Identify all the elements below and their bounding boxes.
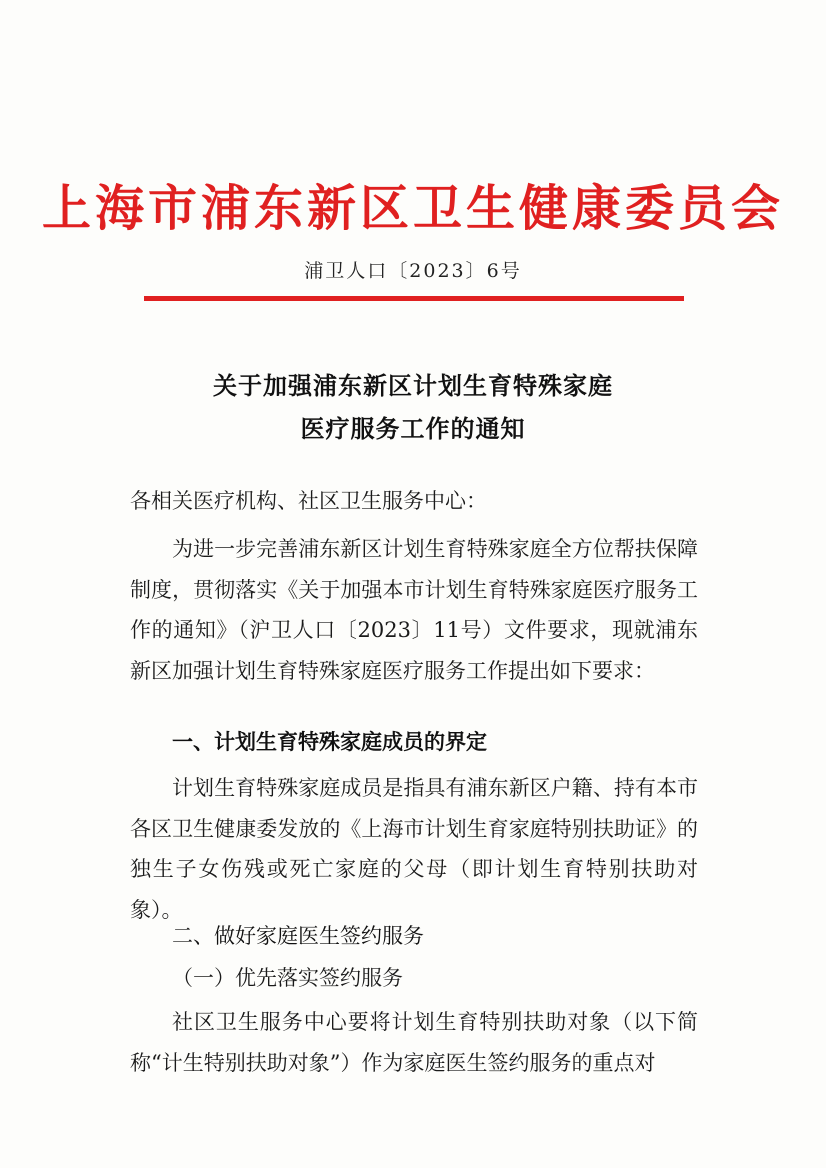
signing-service-paragraph: 社区卫生服务中心要将计划生育特别扶助对象（以下简称“计生特别扶助对象”）作为家庭医生签约服务的重点对	[130, 1010, 698, 1075]
red-separator-line	[144, 296, 684, 301]
addressee: 各相关医疗机构、社区卫生服务中心：	[130, 489, 487, 513]
document-title-line-2: 医疗服务工作的通知	[300, 415, 526, 443]
document-number: 浦卫人口〔2023〕6号	[304, 260, 522, 282]
section-heading-1: 一、计划生育特殊家庭成员的界定	[172, 730, 487, 754]
section-heading-2: 二、做好家庭医生签约服务	[172, 924, 424, 948]
document-title-line-1: 关于加强浦东新区计划生育特殊家庭	[213, 372, 613, 400]
issuing-authority-masthead: 上海市浦东新区卫生健康委员会	[41, 179, 784, 237]
subsection-heading-1: （一）优先落实签约服务	[172, 966, 403, 990]
intro-paragraph: 为进一步完善浦东新区计划生育特殊家庭全方位帮扶保障制度，贯彻落实《关于加强本市计划生育特殊家庭医疗服务工作的通知》（沪卫人口〔2023〕11号）文件要求，现就浦东新区加强计划生育特殊家庭医疗服务工作提出如下要求：	[130, 537, 698, 683]
definition-paragraph: 计划生育特殊家庭成员是指具有浦东新区户籍、持有本市各区卫生健康委发放的《上海市计划生育家庭特别扶助证》的独生子女伤残或死亡家庭的父母（即计划生育特别扶助对象）。	[130, 776, 698, 922]
